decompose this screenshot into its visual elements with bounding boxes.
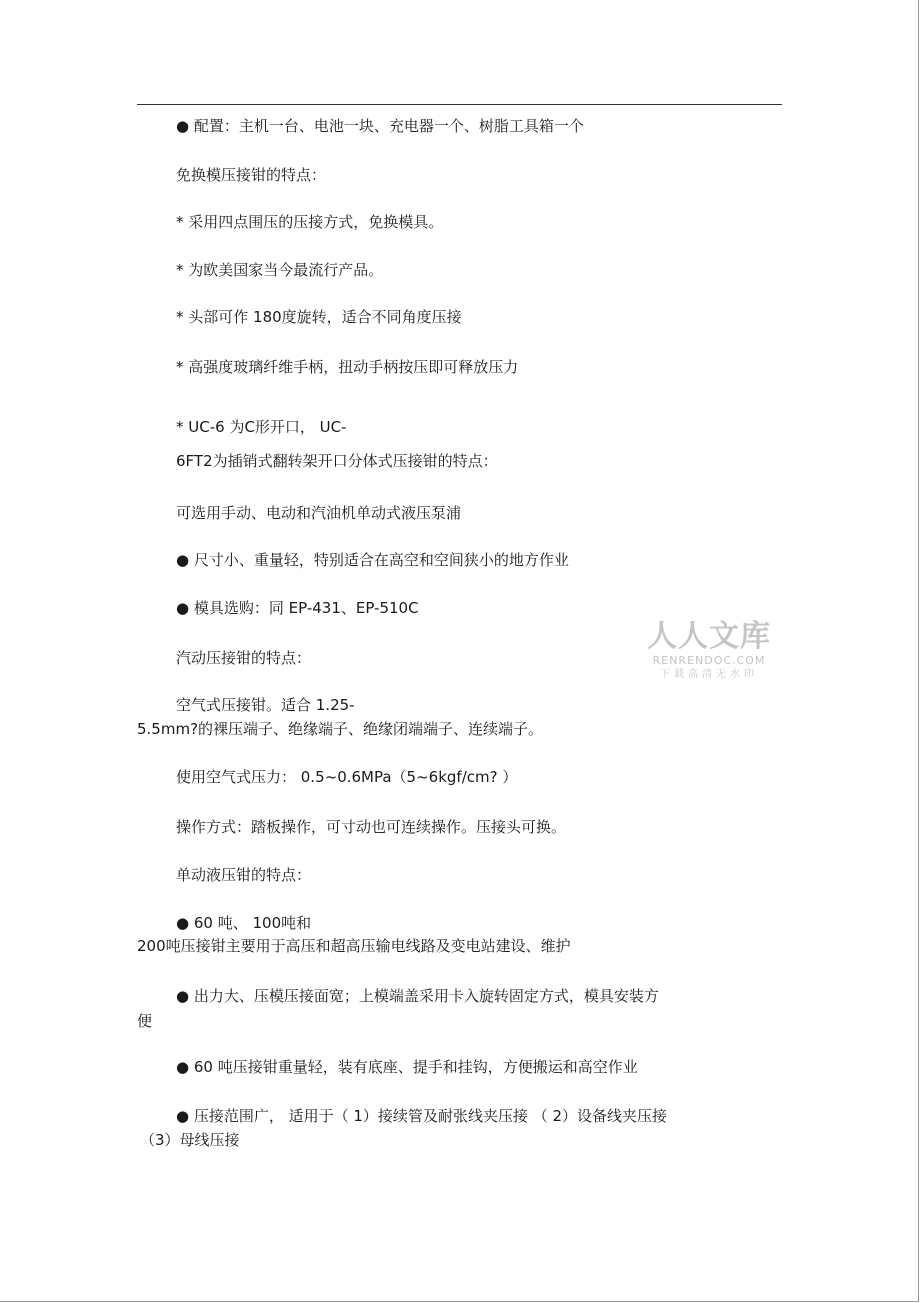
text-line: ● 60 吨压接钳重量轻，装有底座、提手和挂钩，方便搬运和高空作业	[176, 1058, 638, 1076]
text-line: 200吨压接钳主要用于高压和超高压输电线路及变电站建设、维护	[137, 937, 571, 955]
text-line: ● 压接范围广， 适用于（ 1）接续管及耐张线夹压接 （ 2）设备线夹压接	[176, 1107, 668, 1125]
header-rule	[137, 104, 782, 105]
text-line: 空气式压接钳。适合 1.25-	[176, 696, 355, 714]
text-line: 可选用手动、电动和汽油机单动式液压泵浦	[176, 504, 462, 522]
text-line: 汽动压接钳的特点：	[176, 649, 312, 667]
watermark-title: 人人文库	[647, 619, 771, 654]
text-line: ● 60 吨、 100吨和	[176, 914, 312, 932]
watermark-domain: RENRENDOC.COM	[652, 654, 766, 667]
text-line: * UC-6 为C形开口， UC-	[176, 418, 347, 436]
text-line: ● 尺寸小、重量轻，特别适合在高空和空间狭小的地方作业	[176, 551, 569, 569]
text-line: * 采用四点围压的压接方式，免换模具。	[176, 213, 444, 231]
text-line: 6FT2为插销式翻转架开口分体式压接钳的特点：	[176, 452, 498, 470]
text-line: 便	[137, 1012, 153, 1030]
text-line: ● 模具选购：同 EP-431、EP-510C	[176, 599, 419, 617]
text-line: 操作方式：踏板操作，可寸动也可连续操作。压接头可换。	[176, 818, 567, 836]
watermark	[646, 620, 772, 681]
text-line: 5.5mm?的裸压端子、绝缘端子、绝缘闭端端子、连续端子。	[137, 720, 544, 738]
text-line: * 高强度玻璃纤维手柄，扭动手柄按压即可释放压力	[176, 358, 519, 376]
text-line: 免换模压接钳的特点：	[176, 166, 327, 184]
text-line: ● 出力大、压模压接面宽；上模端盖采用卡入旋转固定方式，模具安装方	[176, 987, 659, 1005]
text-line: 使用空气式压力： 0.5~0.6MPa（5~6kgf/cm? ）	[176, 768, 518, 786]
text-line: * 头部可作 180度旋转，适合不同角度压接	[176, 308, 462, 326]
text-line: （3）母线压接	[140, 1131, 240, 1149]
text-line: ● 配置：主机一台、电池一块、充电器一个、树脂工具箱一个	[176, 117, 584, 135]
watermark-subtitle: 下载高清无水印	[660, 669, 758, 680]
text-line: * 为欧美国家当今最流行产品。	[176, 261, 384, 279]
text-line: 单动液压钳的特点：	[176, 866, 312, 884]
